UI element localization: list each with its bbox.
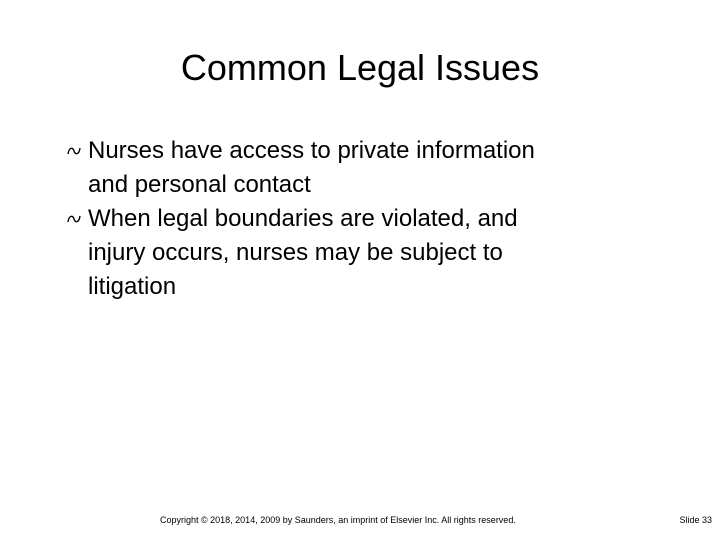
- bullet-text-line: injury occurs, nurses may be subject to: [88, 239, 503, 266]
- slide-title: Common Legal Issues: [180, 47, 540, 88]
- bullet-text-line: When legal boundaries are violated, and: [88, 205, 518, 232]
- bullet-item: [66, 202, 626, 304]
- copyright-notice: Copyright © 2018, 2014, 2009 by Saunders, an imprint of Elsevier Inc. All rights reserved.: [160, 515, 516, 525]
- bullet-text-line: Nurses have access to private information: [88, 137, 535, 164]
- loop-bullet-icon: [66, 145, 82, 157]
- bullet-item: [66, 134, 626, 202]
- slide-number: Slide 33: [679, 515, 712, 525]
- loop-bullet-icon: [66, 213, 82, 225]
- bullet-text-line: litigation: [88, 273, 177, 300]
- bullet-text-line: and personal contact: [88, 171, 311, 198]
- bullet-list: [66, 134, 626, 304]
